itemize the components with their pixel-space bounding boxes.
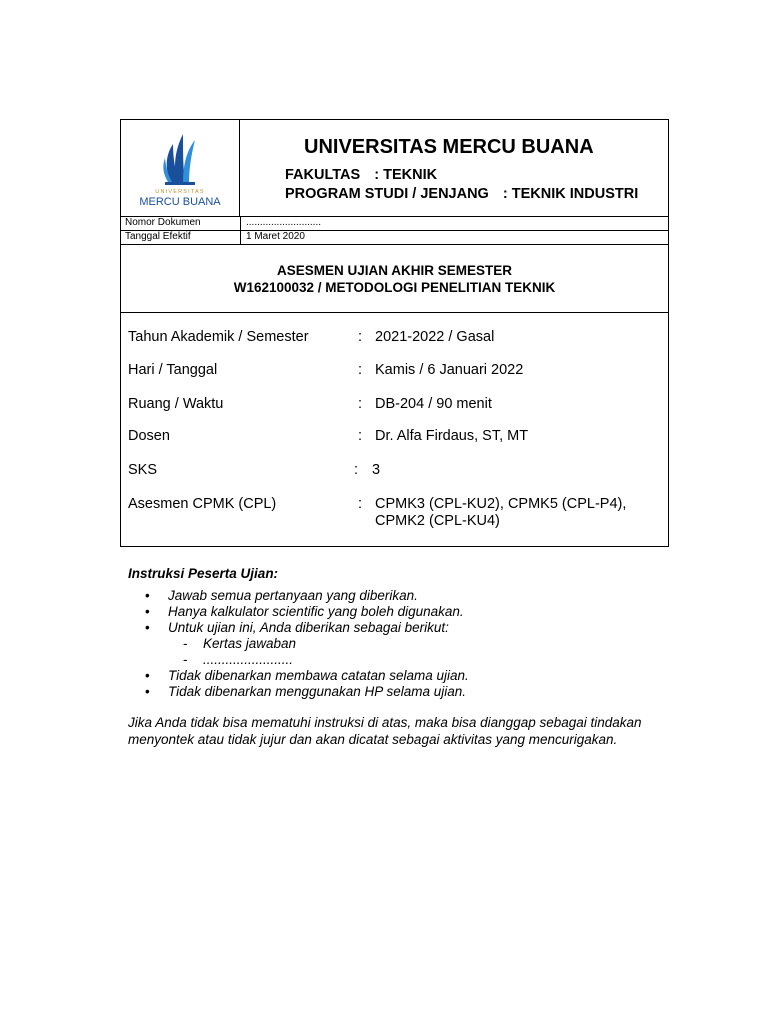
closing-paragraph: Jika Anda tidak bisa mematuhi instruksi di atas, maka bisa dianggap sebagai tindakan menyontek atau tidak jujur dan akan dicatat sebagai aktivitas yang mencurigakan. — [128, 715, 642, 747]
info-label: Ruang / Waktu — [128, 396, 224, 412]
info-value: Kamis / 6 Januari 2022 — [375, 362, 524, 378]
sub-list-item-text: Kertas jawaban — [203, 636, 297, 651]
info-colon: : — [358, 329, 363, 345]
info-colon: : — [354, 462, 359, 478]
logo-cell — [121, 120, 240, 216]
program-value: : TEKNIK INDUSTRI — [502, 186, 639, 202]
divider-line — [240, 216, 241, 244]
divider-line — [121, 244, 668, 245]
info-label: Hari / Tanggal — [128, 362, 218, 378]
bullet-icon: • — [145, 604, 150, 619]
list-item-text: Jawab semua pertanyaan yang diberikan. — [168, 588, 418, 603]
meta-value: ........................... — [246, 217, 322, 228]
list-item-text: Tidak dibenarkan menggunakan HP selama ujian. — [168, 684, 467, 699]
info-value: Dr. Alfa Firdaus, ST, MT — [375, 428, 529, 444]
meta-row-document-number — [121, 217, 668, 229]
university-name: UNIVERSITAS MERCU BUANA — [304, 136, 594, 158]
info-value: CPMK3 (CPL-KU2), CPMK5 (CPL-P4), — [375, 496, 627, 512]
title-cell — [240, 120, 668, 216]
info-label: Asesmen CPMK (CPL) — [128, 496, 277, 512]
info-value: DB-204 / 90 menit — [375, 396, 492, 412]
dash-icon: - — [183, 652, 188, 667]
info-value-continued: CPMK2 (CPL-KU4) — [375, 513, 500, 529]
info-colon: : — [358, 396, 363, 412]
program-line — [285, 186, 638, 202]
bullet-icon: • — [145, 684, 150, 699]
faculty-label: FAKULTAS — [285, 167, 361, 183]
bullet-icon: • — [145, 588, 150, 603]
header-table — [120, 119, 669, 547]
sub-list-item-text: ........................ — [203, 652, 294, 667]
info-colon: : — [358, 362, 363, 378]
instructions-heading: Instruksi Peserta Ujian: — [128, 566, 279, 581]
dash-icon: - — [183, 636, 188, 651]
divider-line — [121, 312, 668, 313]
meta-label: Tanggal Efektif — [125, 231, 191, 242]
info-colon: : — [358, 428, 363, 444]
faculty-value: : TEKNIK — [374, 167, 438, 183]
info-label: SKS — [128, 462, 158, 478]
exam-title-line1: ASESMEN UJIAN AKHIR SEMESTER — [276, 263, 513, 278]
logo-caption-small: UNIVERSITAS — [155, 189, 205, 195]
info-label: Dosen — [128, 428, 170, 444]
logo-caption: MERCU BUANA — [139, 196, 221, 208]
info-value: 3 — [372, 462, 381, 478]
list-item-text: Untuk ujian ini, Anda diberikan sebagai berikut: — [168, 620, 449, 635]
exam-title-line2: W162100032 / METODOLOGI PENELITIAN TEKNIK — [233, 280, 556, 295]
university-logo — [121, 120, 239, 216]
meta-row-effective-date — [121, 231, 668, 243]
list-item-text: Tidak dibenarkan membawa catatan selama ujian. — [168, 668, 469, 683]
info-value: 2021-2022 / Gasal — [375, 329, 495, 345]
list-item-text: Hanya kalkulator scientific yang boleh digunakan. — [168, 604, 464, 619]
meta-label: Nomor Dokumen — [125, 217, 201, 228]
bullet-icon: • — [145, 668, 150, 683]
faculty-line — [285, 167, 437, 183]
program-label: PROGRAM STUDI / JENJANG — [285, 186, 489, 202]
meta-value: 1 Maret 2020 — [246, 231, 305, 242]
info-label: Tahun Akademik / Semester — [128, 329, 309, 345]
info-colon: : — [358, 496, 363, 512]
bullet-icon: • — [145, 620, 150, 635]
